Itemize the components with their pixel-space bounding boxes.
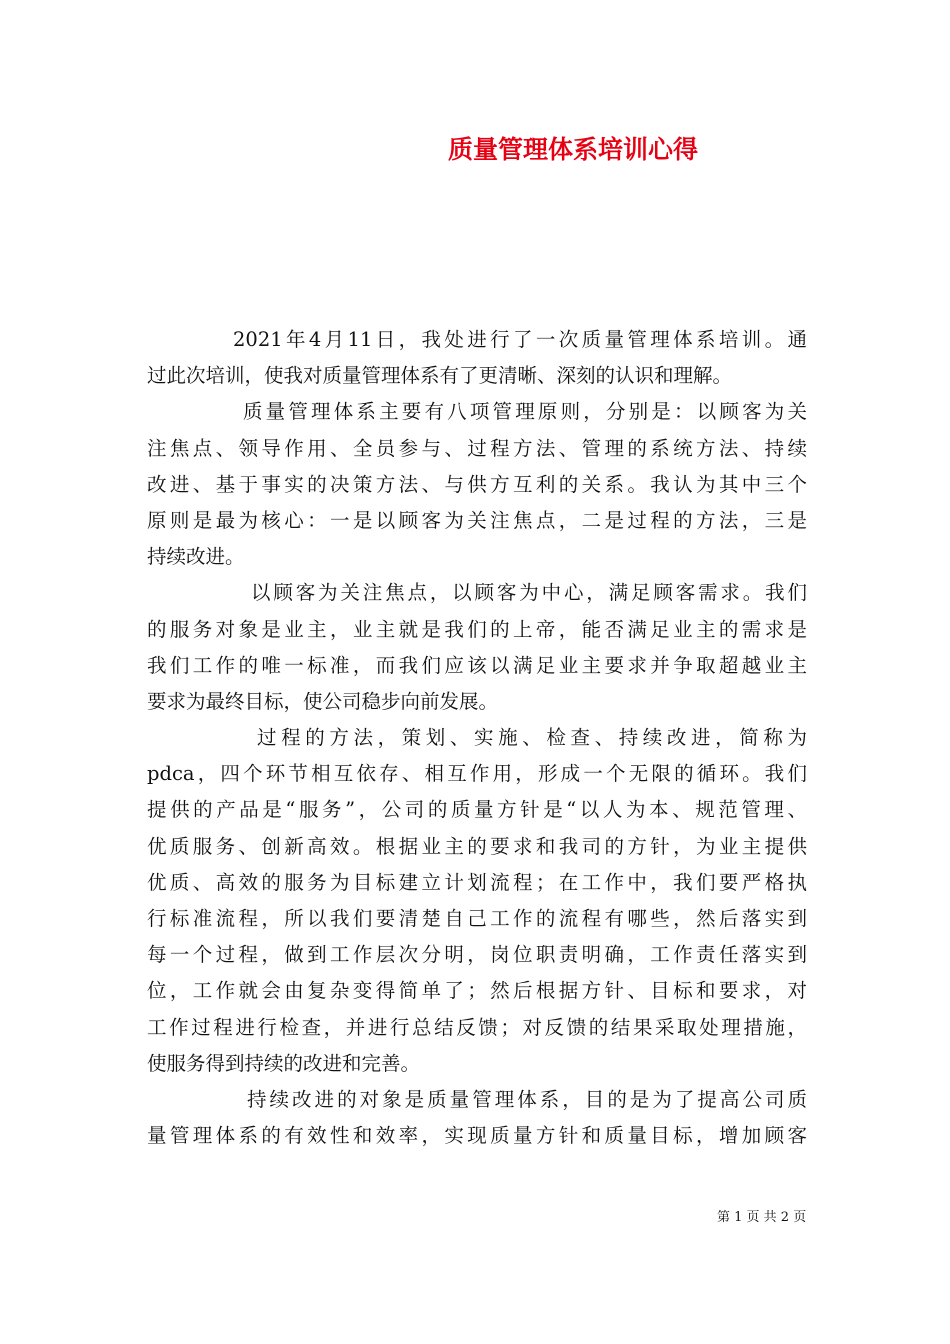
text-line: 原则是最为核心：一是以顾客为关注焦点，二是过程的方法，三是: [147, 508, 807, 532]
document-title: 质量管理体系培训心得: [448, 135, 699, 164]
text-line: 的服务对象是业主，业主就是我们的上帝，能否满足业主的需求是: [147, 617, 807, 641]
paragraph: [147, 720, 807, 1082]
text-line: 每一个过程，做到工作层次分明，岗位职责明确，工作责任落实到: [147, 943, 807, 967]
text-line: 优质服务、创新高效。根据业主的要求和我司的方针，为业主提供: [147, 834, 807, 858]
text-line: 要求为最终目标，使公司稳步向前发展。: [147, 689, 499, 713]
text-line: pdca，四个环节相互依存、相互作用，形成一个无限的循环。我们: [147, 762, 807, 786]
paragraph: [147, 1082, 807, 1154]
page-number-footer: 第 1 页 共 2 页: [717, 1210, 807, 1225]
text-line: 工作过程进行检查，并进行总结反馈；对反馈的结果采取处理措施，: [147, 1015, 807, 1039]
text-line: 质量管理体系主要有八项管理原则，分别是：以顾客为关: [243, 400, 807, 424]
text-line: 位，工作就会由复杂变得简单了；然后根据方针、目标和要求，对: [147, 979, 807, 1003]
paragraph: [147, 322, 807, 394]
text-line: 过程的方法，策划、实施、检查、持续改进，简称为: [257, 726, 807, 750]
text-line: 量管理体系的有效性和效率，实现质量方针和质量目标，增加顾客: [147, 1124, 807, 1148]
document-body: [147, 322, 807, 1154]
text-line: 提供的产品是“服务”，公司的质量方针是“以人为本、规范管理、: [147, 798, 807, 822]
text-line: 使服务得到持续的改进和完善。: [147, 1051, 421, 1075]
text-line: 2021年4月11日，我处进行了一次质量管理体系培训。通: [233, 328, 807, 351]
text-line: 注焦点、领导作用、全员参与、过程方法、管理的系统方法、持续: [147, 436, 807, 460]
paragraph: [147, 575, 807, 720]
paragraph: [147, 394, 807, 575]
text-line: 过此次培训，使我对质量管理体系有了更清晰、深刻的认识和理解。: [147, 364, 733, 388]
text-line: 持续改进。: [147, 545, 245, 569]
text-line: 我们工作的唯一标准，而我们应该以满足业主要求并争取超越业主: [147, 653, 807, 677]
text-line: 行标准流程，所以我们要清楚自己工作的流程有哪些，然后落实到: [147, 907, 807, 930]
text-line: 以顾客为关注焦点，以顾客为中心，满足顾客需求。我们: [251, 581, 807, 605]
text-line: 持续改进的对象是质量管理体系，目的是为了提高公司质: [247, 1087, 807, 1111]
text-line: 优质、高效的服务为目标建立计划流程；在工作中，我们要严格执: [147, 870, 807, 894]
text-line: 改进、基于事实的决策方法、与供方互利的关系。我认为其中三个: [147, 472, 807, 496]
